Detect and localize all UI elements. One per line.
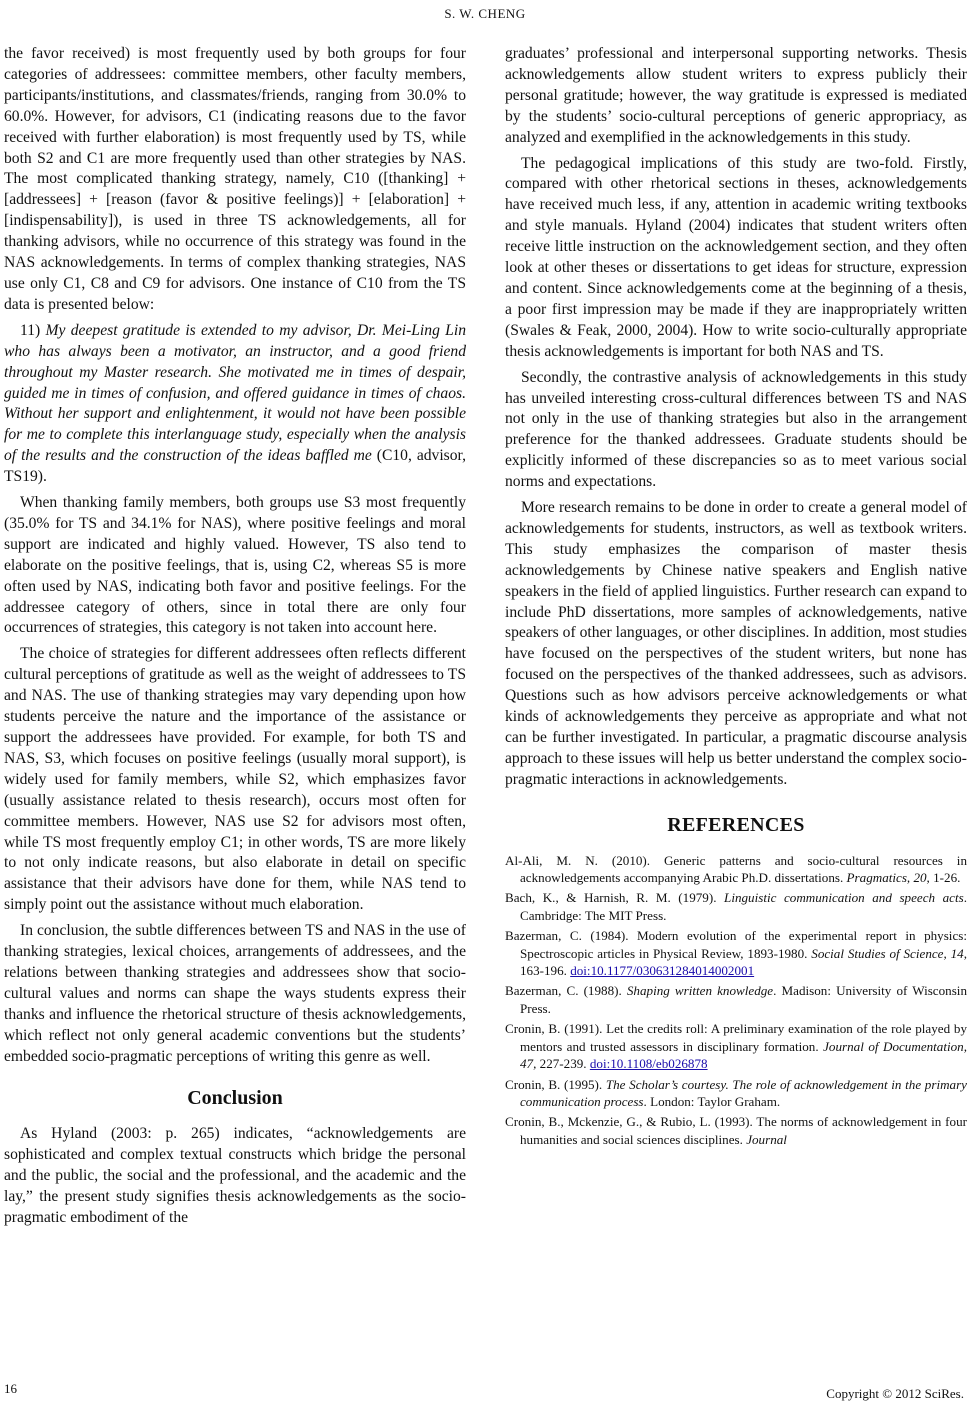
reference-entry: Bazerman, C. (1988). Shaping written knowledge. Madison: University of Wisconsin Press. (505, 983, 967, 1016)
paragraph: Secondly, the contrastive analysis of acknowledgements in this study has unveiled interesting cross-cultural differences between TS and NAS not only in the use of thanking strategies but also in the arrangement preference for the thanked addressees. Graduate students should be explicitly informed of these discrepancies so as to meet various social norms and expectations. (505, 368, 967, 491)
reference-entry: Al-Ali, M. N. (2010). Generic patterns and socio-cultural resources in acknowledgements accompanying Arabic Ph.D. dissertations. Pragmatics, 20, 1-26. (505, 852, 967, 886)
section-heading-references: REFERENCES (667, 813, 805, 836)
example-number: 11) (20, 321, 46, 339)
paragraph: The pedagogical implications of this study are two-fold. Firstly, compared with other rhetorical sections in theses, acknowledgements have received much less, if any, attention in academic writing textbooks and style manuals. Hyland (2004) indicates that student writers often receive little instruction on the acknowledgement section, and they often look at other theses or dissertations to get ideas for structure, expression and content. Since acknowledgements come at the beginning of a thesis, a poor first impression may be made if they are inappropriately written (Swales & Feak, 2000, 2004). How to write socio-culturally appropriate thesis acknowledgements is important for both NAS and TS. (505, 154, 967, 360)
reference-entry: Bazerman, C. (1984). Modern evolution of the experimental report in physics: Spectroscopic articles in Physical Review, 1893-1980. Social Studies of Science, 14, 163-196. doi:10.1177/030631284014002001 (505, 928, 967, 979)
example-quote (4, 321, 466, 488)
paragraph: graduates’ professional and interpersonal supporting networks. Thesis acknowledgements allow student writers to express publicly their personal gratitude; however, the way gratitude is expressed is mediated by the students’ socio-cultural perceptions of generic appropriacy, as analyzed and exemplified in the acknowledgements in this study. (505, 45, 967, 146)
paragraph: More research remains to be done in order to create a general model of acknowledgements for students, instructors, as well as textbook writers. This study emphasizes the comparison of master thesis acknowledgements by Chinese native speakers and English native speakers in the field of applied linguistics. Further research can expand to include PhD dissertations, more samples of acknowledgements, native speakers of other languages, or other disciplines. In addition, most studies have focused on the perspectives of the student writers, but none has focused on the perspectives of the thanked addressees, such as advisors. Questions such as how advisors perceive acknowledgements or what kinds of acknowledgements they perceive as appropriate and what not can be further investigated. In particular, a pragmatic discourse analysis approach to these issues will help us better understand the complex socio-pragmatic interactions in acknowledgements. (505, 499, 967, 788)
reference-entry: Cronin, B., Mckenzie, G., & Rubio, L. (1993). The norms of acknowledgement in four humanities and social sciences disciplines. Journal (505, 1114, 967, 1147)
reference-entry: Cronin, B. (1995). The Scholar’s courtesy. The role of acknowledgement in the primary communication process. London: Taylor Graham. (505, 1076, 967, 1109)
paragraph: The choice of strategies for different addressees often reflects different cultural perceptions of gratitude as well as the weight of addressees to TS and NAS. The use of thanking strategies may vary depending upon how students perceive the nature and the importance of the assistance or support the addressees have provided. For example, for both TS and NAS, S3, which focuses on positive feelings (usually moral support), is widely used for family members, while S2, which emphasizes favor (usually assistance related to thesis research), occurs most often for committee members. However, NAS use S2 for advisors most often, while TS most frequently employ C1; in other words, TS are more likely to not only indicate reasons, but also elaborate in detail on specific assistance that their advisors have done for them, while NAS tend to simply point out the assistance without much elaboration. (4, 645, 466, 914)
running-head: S. W. CHENG (444, 6, 526, 21)
example-text: My deepest gratitude is extended to my advisor, Dr. Mei-Ling Lin who has always been a motivator, an instructor, and a good friend throughout my Master research. She motivated me in times of despair, guided me in times of confusion, and offered guidance in times of chaos. Without her support and enlightenment, it would not have been possible for me to complete this interlanguage study, especially when the analysis of the results and the construction of the ideas baffled me (4, 321, 466, 465)
left-column (4, 44, 466, 1234)
copyright-notice: Copyright © 2012 SciRes. (826, 1386, 964, 1401)
paragraph: the favor received) is most frequently used by both groups for four categories of addressees: committee members, other faculty members, participants/institutions, and classmates/friends, ranging from 30.0% to 60.0%. However, for advisors, C1 (indicating reasons due to the favor received with further elaboration) is most frequently used by TS, while both S2 and C1 are more frequently used than other strategies by NAS. The most complicated thanking strategy, namely, C10 ([thanking] + [addressees] + [reason (favor & positive feelings)] + [elaboration] + [indispensability]), is used in three TS acknowledgements, all for thanking advisors, while no occurrence of this strategy was found in the NAS acknowledgements. In terms of complex thanking strategies, NAS use only C1, C8 and C9 for advisors. One instance of C10 from the TS data is presented below: (4, 45, 466, 313)
page-number: 16 (4, 1381, 17, 1396)
example-source: (C10, advisor, TS19). (4, 447, 467, 486)
reference-list (505, 852, 967, 1149)
section-heading-conclusion: Conclusion (187, 1086, 283, 1109)
right-column (505, 44, 967, 1151)
doi-link[interactable]: doi:10.1108/eb026878 (589, 1056, 708, 1072)
reference-entry: Bach, K., & Harnish, R. M. (1979). Linguistic communication and speech acts. Cambridge: The MIT Press. (505, 890, 967, 923)
paragraph: In conclusion, the subtle differences between TS and NAS in the use of thanking strategies, lexical choices, arrangements of addressees, and the relations between thanking strategies and addressees show that socio-cultural values and norms can shape the ways students express their thanks and influence the rhetorical structure of thesis acknowledgements, which reflect not only general academic conventions but the students’ embedded socio-pragmatic perceptions of writing this genre as well. (4, 922, 466, 1065)
reference-entry: Cronin, B. (1991). Let the credits roll: A preliminary examination of the role played by mentors and trusted assessors in disciplinary formation. Journal of Documentation, 47, 227-239. doi:10.1108/eb026878 (505, 1021, 967, 1072)
doi-link[interactable]: doi:10.1177/030631284014002001 (570, 963, 755, 979)
paragraph: As Hyland (2003: p. 265) indicates, “acknowledgements are sophisticated and complex textual constructs which bridge the personal and the public, the social and the professional, and the academic and the lay,” the present study signifies thesis acknowledgements as the socio-pragmatic embodiment of the (4, 1125, 466, 1227)
paragraph: When thanking family members, both groups use S3 most frequently (35.0% for TS and 34.1% for NAS), where positive feelings and moral support are indicated and highly valued. However, TS also tend to elaborate on the positive feelings, that is, using C2, whereas S5 is more often used by NAS, indicating both favor and positive feelings. For the addressee category of others, since in total there are only four occurrences of strategies, this category is not taken into account here. (4, 494, 466, 637)
